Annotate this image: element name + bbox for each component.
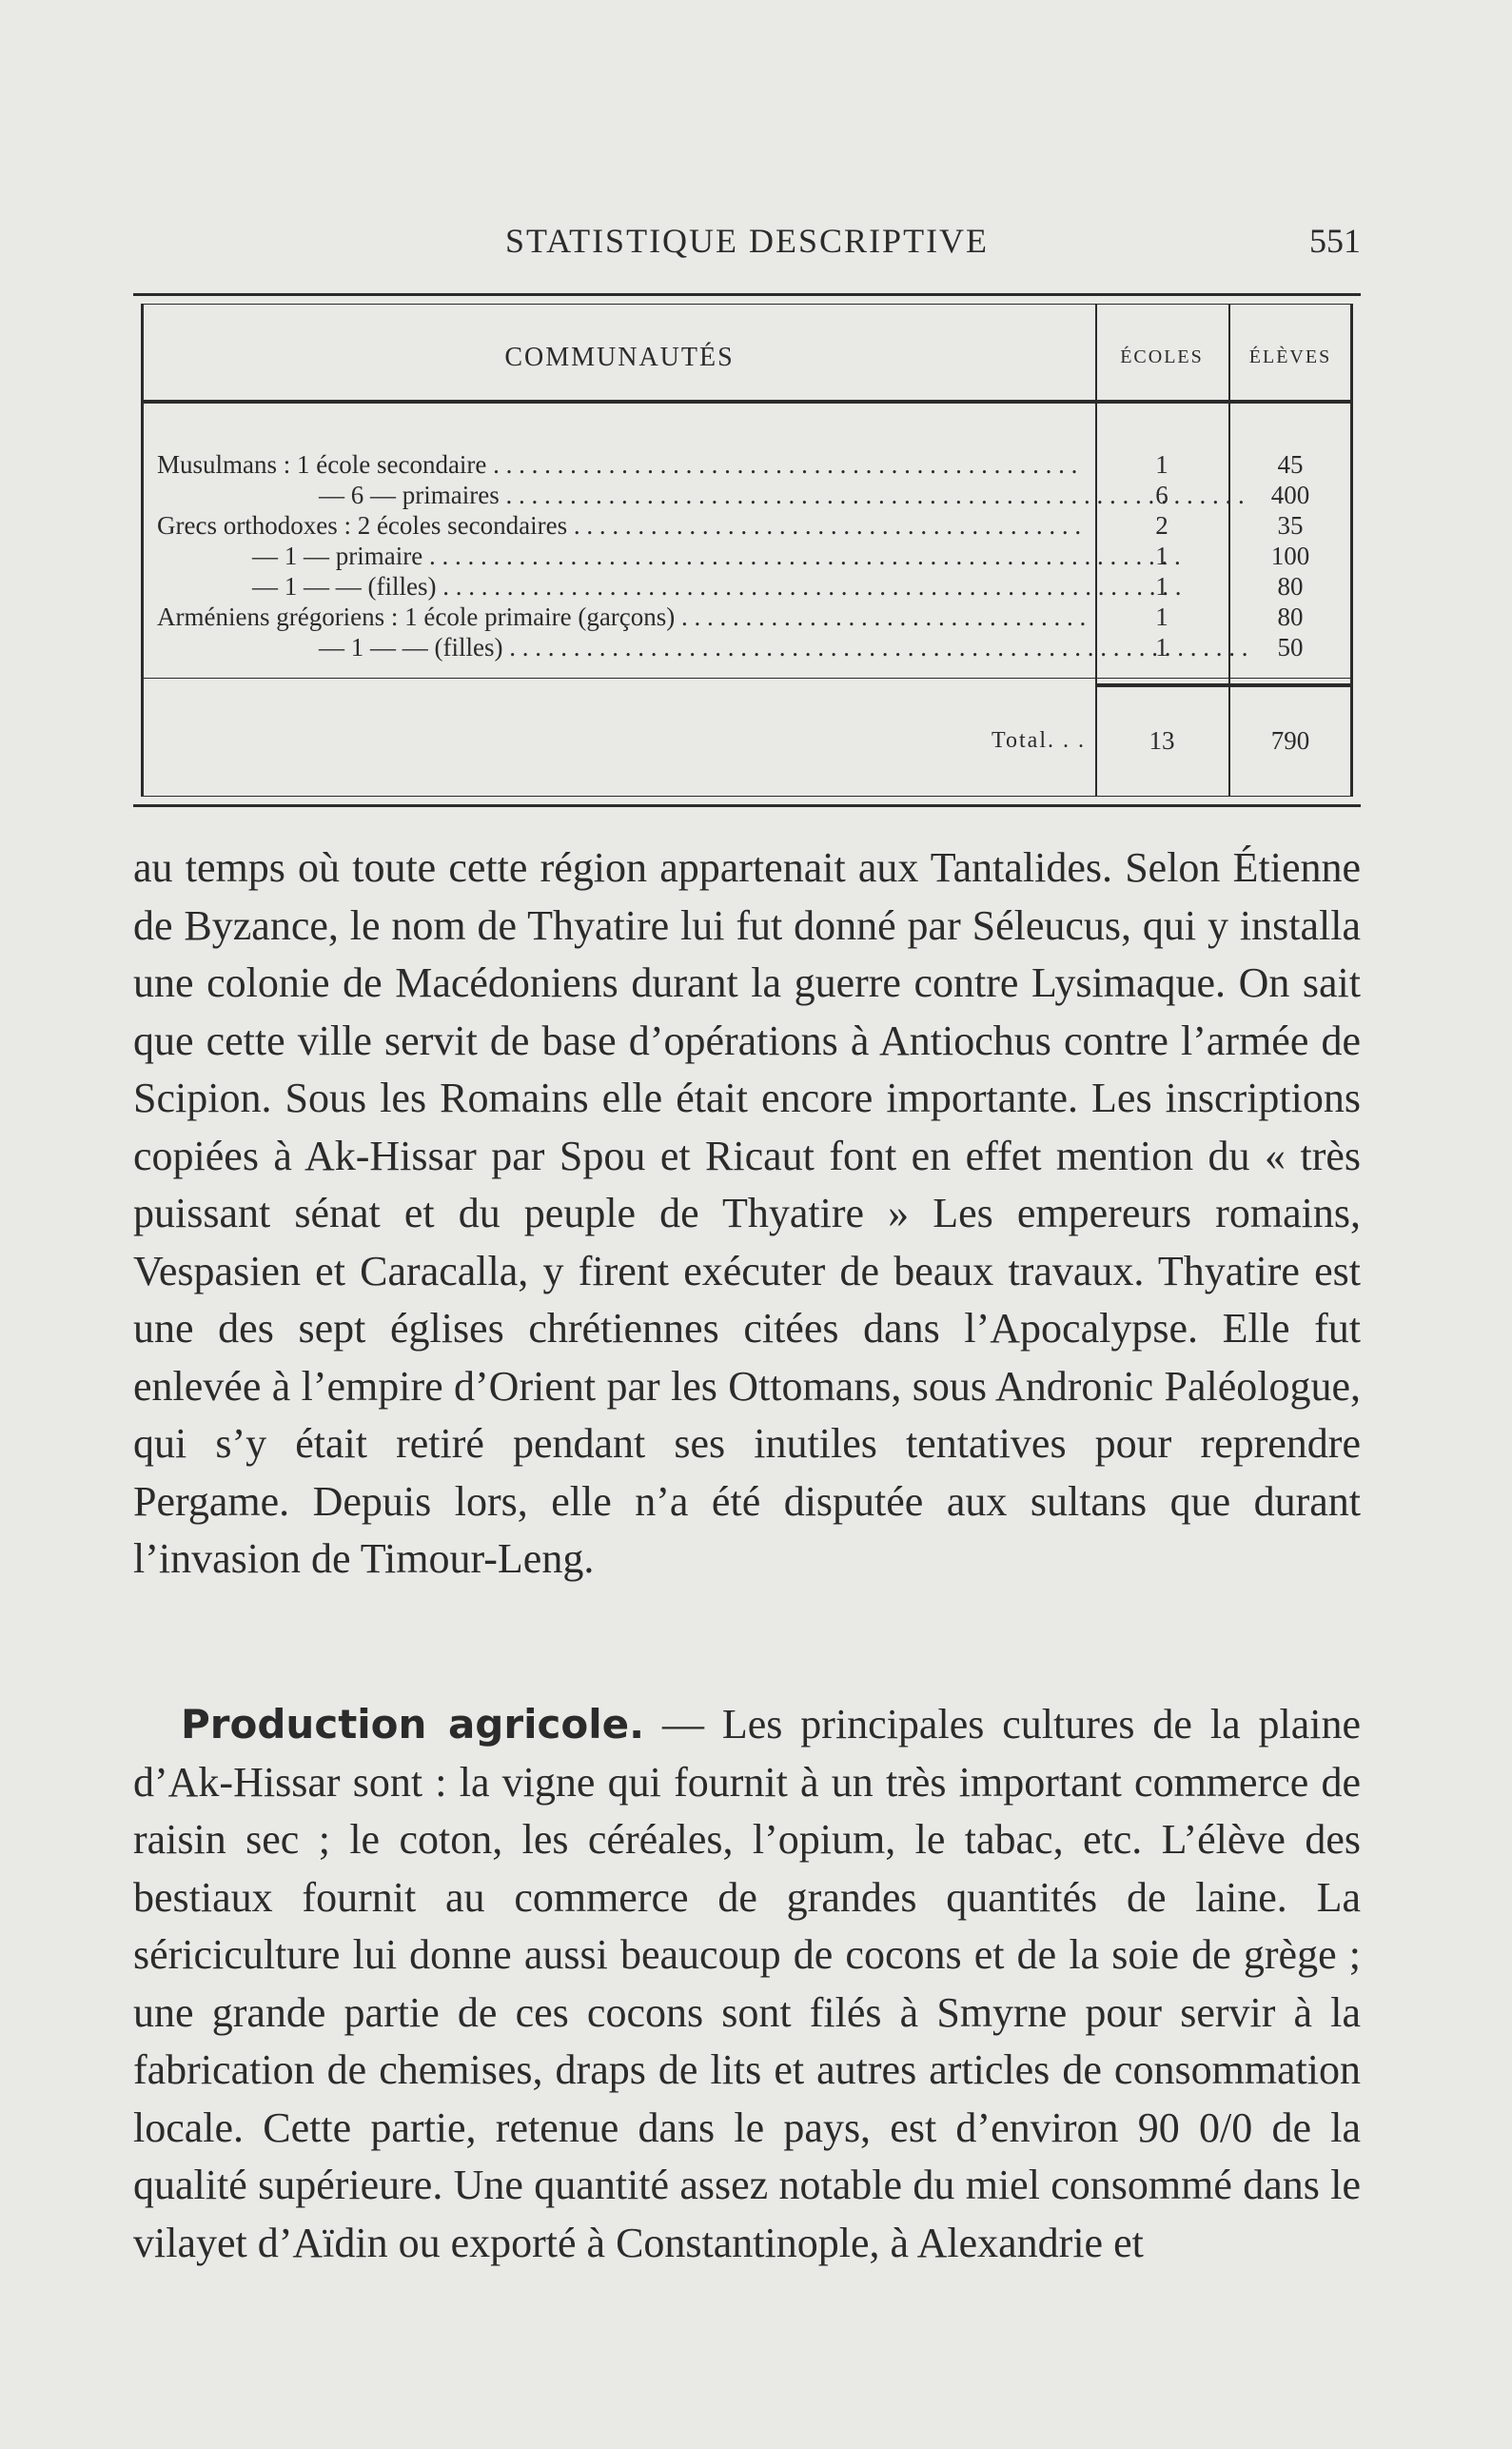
column-header-eleves: ÉLÈVES <box>1248 346 1332 367</box>
table-body <box>144 449 1350 662</box>
header-rule <box>144 400 1350 404</box>
statistics-table <box>133 293 1361 807</box>
row-eleves: 45 <box>1277 450 1304 479</box>
row-eleves: 35 <box>1277 511 1304 540</box>
row-eleves: 80 <box>1277 602 1304 631</box>
table-row <box>144 449 1350 480</box>
total-rule-heavy <box>1095 683 1350 687</box>
section-paragraph <box>133 1696 1361 2272</box>
section-text: Les principales cultures de la plaine d’Ak-Hissar sont : la vigne qui fournit à un très important commerce de raisin sec ; le coton, les céréales, l’opium, le tabac, etc. L’élève des bestiaux fournit au commerce de grandes quantités de laine. La sériciculture lui donne aussi beaucoup de cocons et de la soie de grège ; une grande partie de ces cocons sont filés à Smyrne pour servir à la fabrication de chemises, draps de lits et autres articles de consommation locale. Cette partie, retenue dans le pays, est d’environ 90 0/0 de la qualité supérieure. Une quantité assez notable du miel consommé dans le vilayet d’Aïdin ou exporté à Constantinople, à Alexandrie et <box>133 1701 1362 2266</box>
running-head <box>133 217 1361 265</box>
column-header-communautes: COMMUNAUTÉS <box>504 343 735 372</box>
table-row <box>144 571 1350 602</box>
total-row <box>144 721 1350 760</box>
total-rule <box>144 678 1350 679</box>
running-title: STATISTIQUE DESCRIPTIVE <box>504 222 990 260</box>
row-ecoles: 2 <box>1155 511 1168 540</box>
table-row <box>144 541 1350 571</box>
table-row <box>144 510 1350 541</box>
row-ecoles: 1 <box>1155 633 1168 662</box>
total-label: Total. . . <box>992 728 1086 753</box>
section-title: Production agricole. <box>181 1701 645 1748</box>
section-production-agricole <box>133 1696 1361 2272</box>
row-label: Grecs orthodoxes : 2 écoles secondaires . . . <box>157 510 1085 541</box>
row-ecoles: 6 <box>1155 481 1168 509</box>
row-label: Musulmans : 1 école secondaire . . . <box>157 449 1085 480</box>
body-text <box>133 839 1361 1589</box>
total-eleves: 790 <box>1270 726 1310 755</box>
row-eleves: 80 <box>1277 572 1304 601</box>
row-label: — 1 — — (filles) . . . <box>157 571 1180 602</box>
total-ecoles: 13 <box>1149 726 1175 755</box>
row-ecoles: 1 <box>1155 602 1168 631</box>
row-label: — 6 — primaires . . . <box>157 480 1247 510</box>
row-eleves: 400 <box>1270 481 1310 509</box>
table-row <box>144 632 1350 662</box>
row-eleves: 100 <box>1270 542 1310 570</box>
row-ecoles: 1 <box>1155 572 1168 601</box>
row-ecoles: 1 <box>1155 450 1168 479</box>
row-label: — 1 — — (filles) . . . <box>157 632 1247 662</box>
table-frame <box>141 304 1353 797</box>
body-paragraph: au temps où toute cette région appartenait aux Tantalides. Selon Étienne de Byzance, le nom de Thyatire lui fut donné par Séleucus, qui y installa une colonie de Macédoniens durant la guerre contre Lysimaque. On sait que cette ville servit de base d’opérations à Antiochus contre l’armée de Scipion. Sous les Romains elle était encore importante. Les inscriptions copiées à Ak-Hissar par Spou et Ricaut font en effet mention du « très puissant sénat et du peuple de Thyatire » Les empereurs romains, Vespasien et Caracalla, y firent exécuter de beaux travaux. Thyatire est une des sept églises chrétiennes citées dans l’Apocalypse. Elle fut enlevée à l’empire d’Orient par les Ottomans, sous Andronic Paléologue, qui s’y était retiré pendant ses inutiles tentatives pour reprendre Pergame. Depuis lors, elle n’a été disputée aux sultans que durant l’invasion de Timour-Leng. <box>133 844 1361 1582</box>
column-header-ecoles: ÉCOLES <box>1120 346 1204 367</box>
row-eleves: 50 <box>1277 633 1304 662</box>
table-row <box>144 480 1350 510</box>
table-row <box>144 602 1350 632</box>
row-label: — 1 — primaire . . . <box>157 541 1180 571</box>
row-label: Arméniens grégoriens : 1 école primaire (garçons) . . . <box>157 602 1085 632</box>
page-number: 551 <box>1309 222 1361 260</box>
row-ecoles: 1 <box>1155 542 1168 570</box>
section-dash: — <box>644 1701 722 1748</box>
